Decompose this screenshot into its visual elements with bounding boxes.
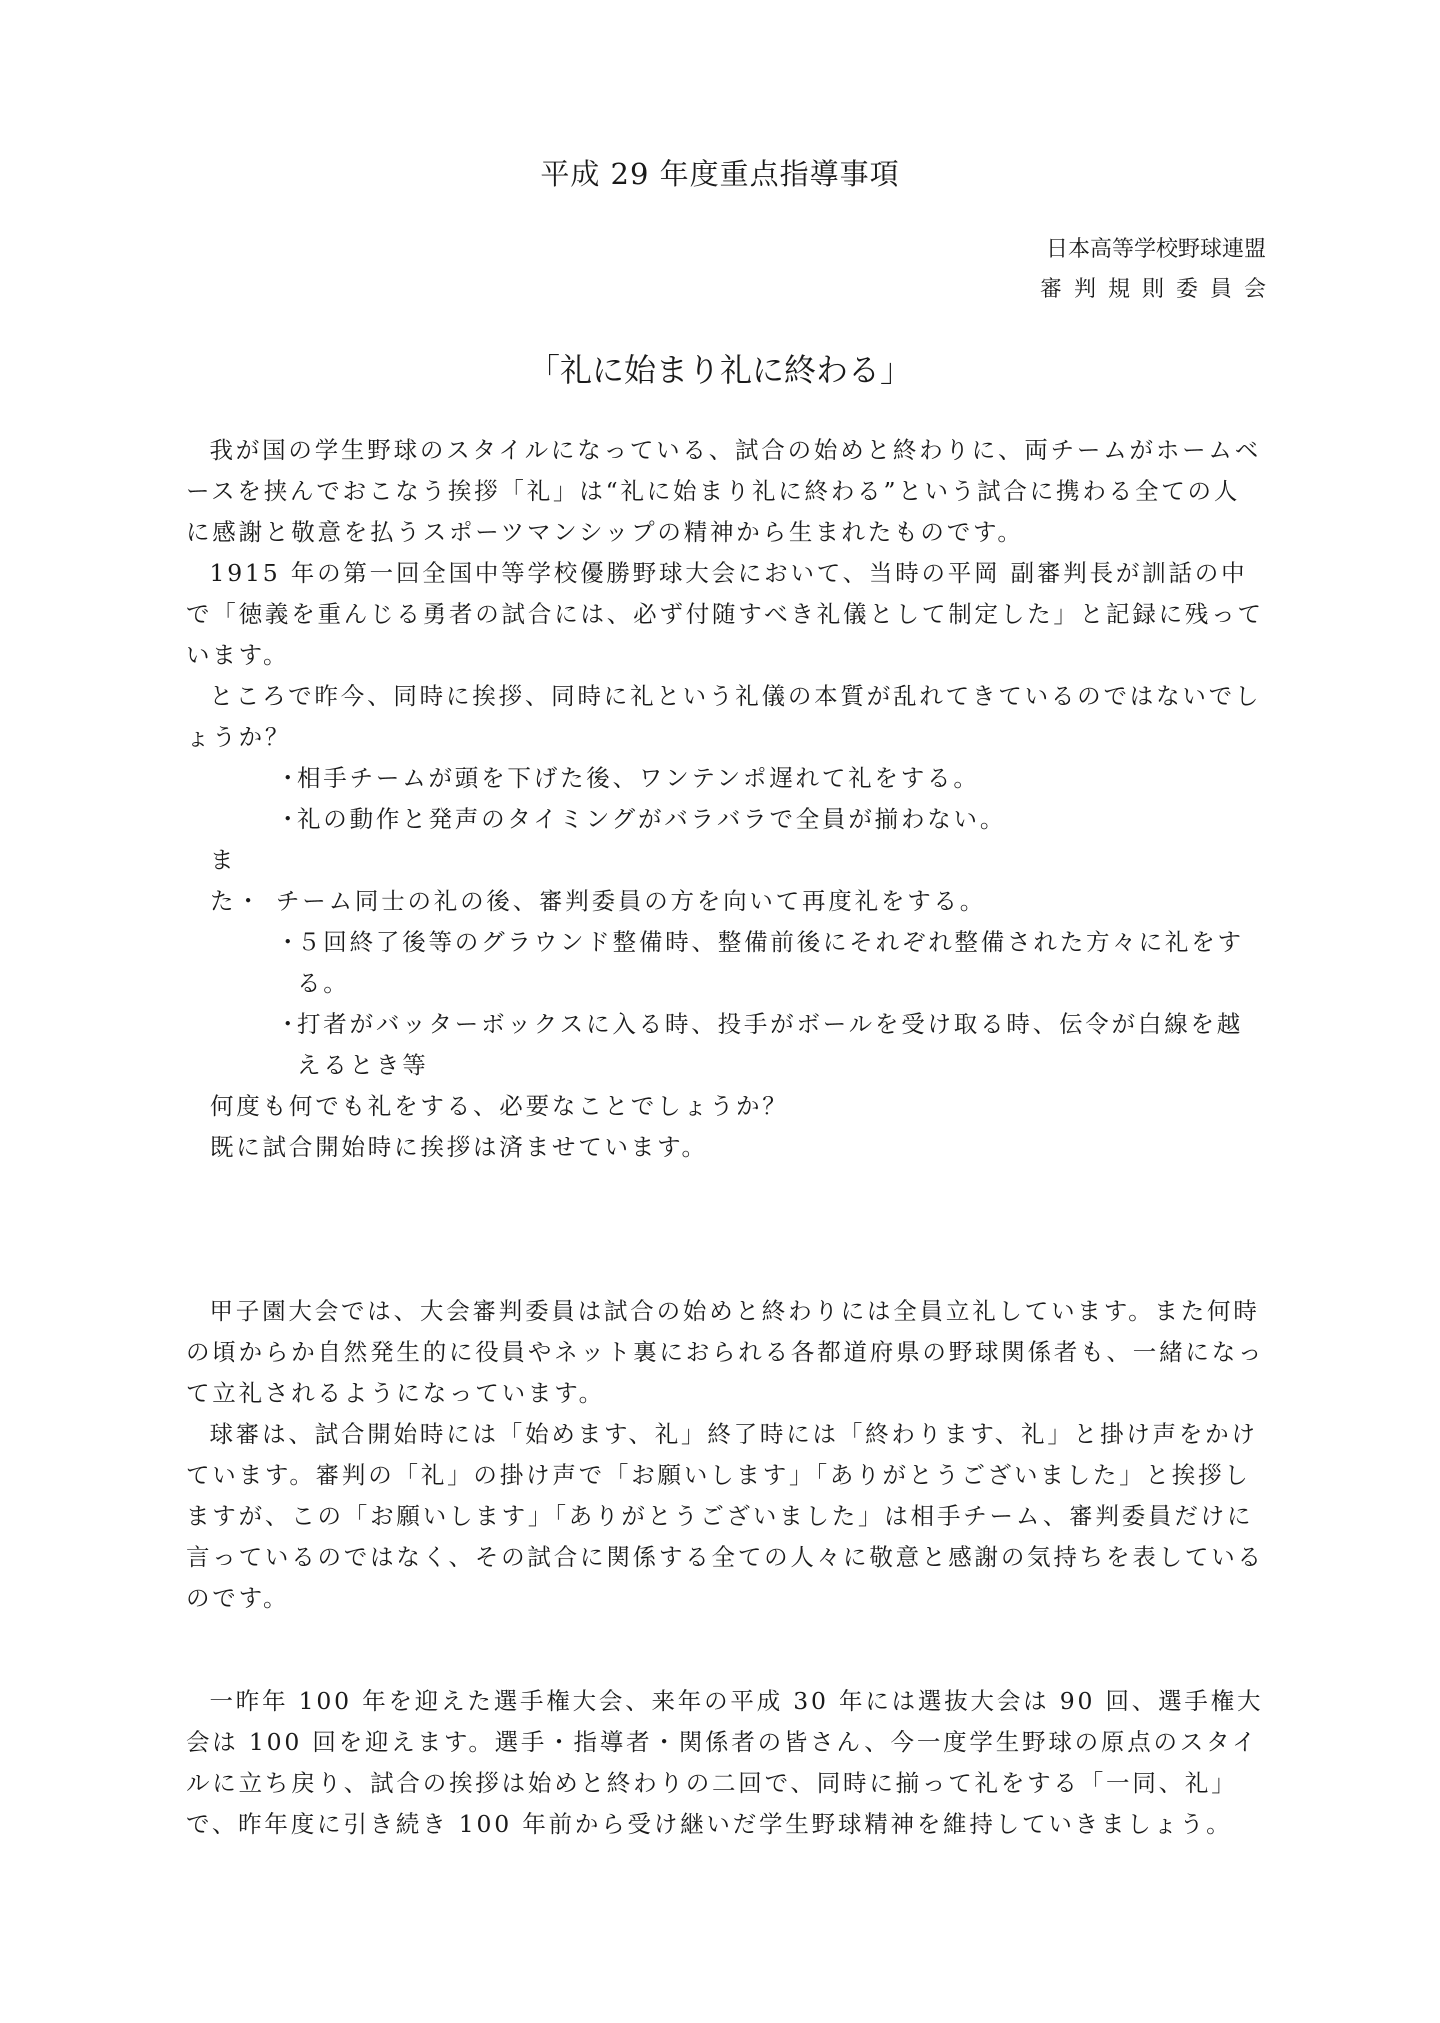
- paragraph: ところで昨今、同時に挨拶、同時に礼という礼儀の本質が乱れてきているのではないでしょうか？: [186, 682, 1262, 751]
- paragraph: 我が国の学生野球のスタイルになっている、試合の始めと終わりに、両チームがホームベースを挟んでおこなう挨拶「礼」は“礼に始まり礼に終わる”という試合に携わる全ての人に感謝と敬意を払うスポーツマンシップの精神から生まれたものです。: [186, 436, 1262, 546]
- paragraph: 球審は、試合開始時には「始めます、礼」終了時には「終わります、礼」と掛け声をかけています。審判の「礼」の掛け声で「お願いします」「ありがとうございました」と挨拶しますが、この「お願いします」「ありがとうございました」は相手チーム、審判委員だけに言っているのではなく、その試合に関係する全ての人々に敬意と感謝の気持ちを表しているのです。: [186, 1420, 1264, 1612]
- bullet-list: [186, 758, 1266, 1086]
- bullet-mark: ・: [276, 764, 303, 792]
- bullet-mark: ・: [276, 805, 303, 833]
- section-intro: [186, 430, 1266, 1168]
- section-conclusion: [186, 1681, 1266, 1845]
- list-item-text: 打者がバッターボックスに入る時、投手がボールを受け取る時、伝令が白線を越えるとき等: [297, 1010, 1244, 1079]
- list-item: [186, 840, 1266, 922]
- paragraph: 甲子園大会では、大会審判委員は試合の始めと終わりには全員立礼しています。また何時の頃からか自然発生的に役員やネット裏におられる各都道府県の野球関係者も、一緒になって立礼されるようになっています。: [186, 1297, 1265, 1407]
- list-item: [186, 922, 1266, 1004]
- bullet-mark: ・: [276, 1010, 303, 1038]
- paragraph: 1915 年の第一回全国中等学校優勝野球大会において、当時の平岡 副審判長が訓話の中で「徳義を重んじる勇者の試合には、必ず付随すべき礼儀として制定した」と記録に残っています。: [186, 559, 1264, 669]
- bullet-mark: ・: [236, 887, 263, 915]
- paragraph: 一昨年 100 年を迎えた選手権大会、来年の平成 30 年には選抜大会は 90 回、選手権大会は 100 回を迎えます。選手・指導者・関係者の皆さん、今一度学生野球の原点のスタイルに立ち戻り、試合の挨拶は始めと終わりの二回で、同時に揃って礼をする「一同、礼」で、昨年度に引き続き 100 年前から受け継いだ学生野球精神を維持していきましょう。: [186, 1687, 1264, 1838]
- list-item-text: 礼の動作と発声のタイミングがバラバラで全員が揃わない。: [297, 805, 1007, 833]
- list-item-text: チーム同士の礼の後、審判委員の方を向いて再度礼をする。: [276, 887, 987, 915]
- list-item-text: ５回終了後等のグラウンド整備時、整備前後にそれぞれ整備された方々に礼をする。: [297, 928, 1244, 997]
- committee-name: 審判規則委員会: [1039, 277, 1278, 302]
- section-koshien: [186, 1291, 1266, 1619]
- list-item: [186, 799, 1266, 840]
- slogan-heading: 「礼に始まり礼に終わる」: [527, 351, 912, 389]
- list-item: [186, 758, 1266, 799]
- question-line: 何度も何でも礼をする、必要なことでしょうか？: [210, 1092, 789, 1120]
- closing-line: 既に試合開始時に挨拶は済ませています。: [210, 1133, 708, 1161]
- list-item: [186, 1004, 1266, 1086]
- organization-block: [1039, 230, 1278, 310]
- organization-name: 日本高等学校野球連盟: [1045, 237, 1266, 262]
- also-label: また: [210, 846, 237, 915]
- document-title: 平成 29 年度重点指導事項: [540, 157, 900, 191]
- list-item-text: 相手チームが頭を下げた後、ワンテンポ遅れて礼をする。: [297, 764, 980, 792]
- bullet-mark: ・: [276, 928, 303, 956]
